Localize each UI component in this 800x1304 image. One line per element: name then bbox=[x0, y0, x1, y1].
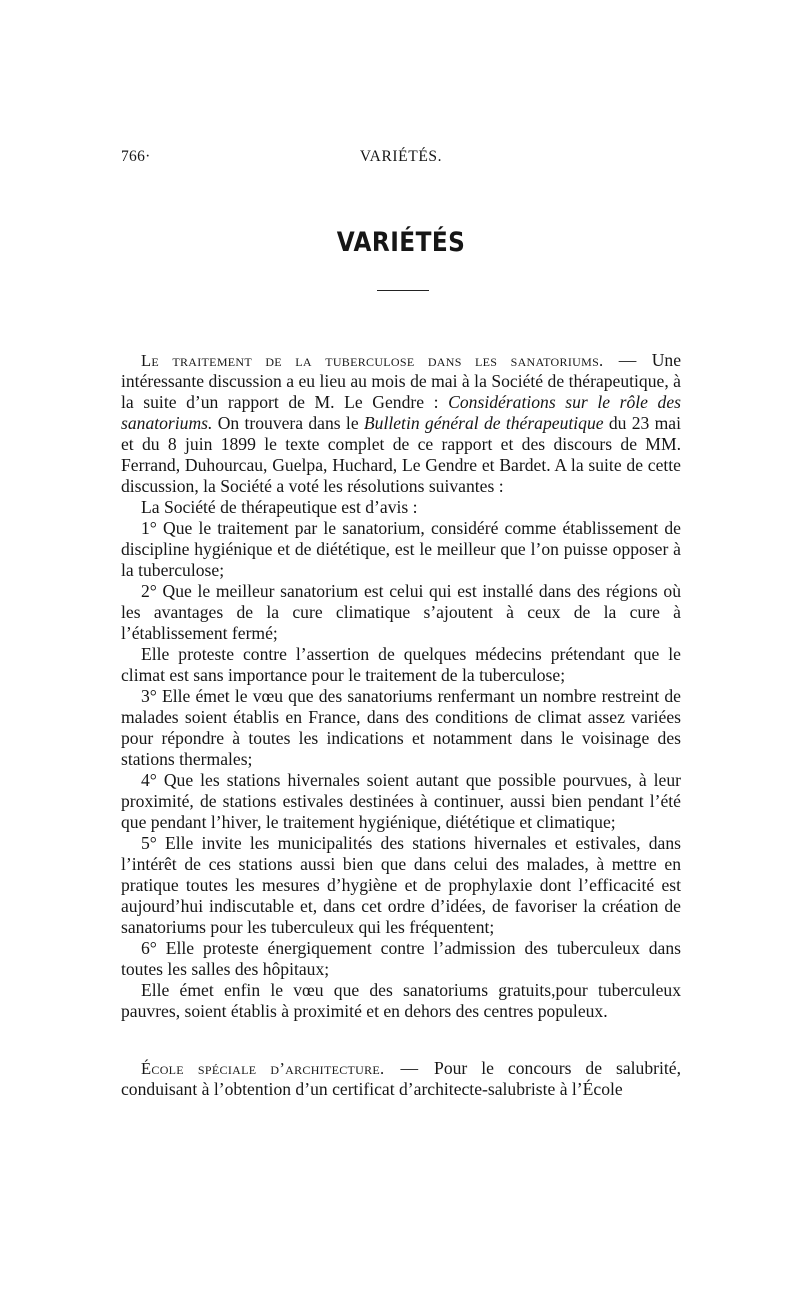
resolution-paragraph: 4° Que les stations hivernales soient autant que possible pourvues, à leur proximité, de stations estivales destinées à continuer, aussi bien pendant l’été que pendant l’hiver, le traitement hygiénique, diététique et climatique; bbox=[121, 770, 681, 832]
resolution-paragraph: La Société de thérapeutique est d’avis : bbox=[141, 497, 418, 517]
resolution-paragraph: 2° Que le meilleur sanatorium est celui qui est installé dans des régions où les avantages de la cure climatique s’ajoutent à ceux de la cure à l’établissement fermé; bbox=[121, 581, 681, 643]
architecture-article-heading: École spéciale d’architecture. bbox=[141, 1059, 385, 1078]
bulletin-title: Bulletin général de thérapeutique bbox=[363, 413, 604, 433]
intro-text-2: On trouvera dans le bbox=[212, 413, 364, 433]
report-title: Considérations sur le rôle des sanatoriums. bbox=[121, 392, 681, 433]
running-header bbox=[121, 146, 681, 168]
page-number: 766· bbox=[121, 148, 151, 165]
sanatorium-intro-paragraph bbox=[121, 350, 681, 497]
intro-text-1: Une intéressante discussion a eu lieu au mois de mai à la Société de thérapeutique, à la suite d’un rapport de M. Le Gendre : bbox=[121, 350, 682, 412]
running-title: VARIÉTÉS. bbox=[359, 148, 443, 165]
architecture-text: Pour le concours de salubrité, conduisant à l’obtention d’un certificat d’architecte-salubriste à l’École bbox=[121, 1058, 681, 1099]
heading-dash: — bbox=[400, 1058, 419, 1078]
resolution-paragraph: Elle émet enfin le vœu que des sanatoriums gratuits,pour tuberculeux pauvres, soient établis à proximité et en dehors des centres populeux. bbox=[121, 980, 681, 1021]
resolution-paragraph: 6° Elle proteste énergiquement contre l’admission des tuberculeux dans toutes les salles des hôpitaux; bbox=[121, 938, 681, 979]
resolution-paragraph: 1° Que le traitement par le sanatorium, considéré comme établissement de discipline hygiénique et de diététique, est le meilleur que l’on puisse opposer à la tuberculose; bbox=[121, 518, 681, 580]
title-divider bbox=[377, 290, 429, 291]
resolution-paragraph: Elle proteste contre l’assertion de quelques médecins prétendant que le climat est sans importance pour le traitement de la tuberculose; bbox=[121, 644, 681, 685]
sanatorium-article-heading: Le traitement de la tuberculose dans les sanatoriums. bbox=[141, 351, 604, 370]
resolution-paragraph: 3° Elle émet le vœu que des sanatoriums renfermant un nombre restreint de malades soient établis en France, dans des conditions de climat assez variées pour répondre à toutes les indications et notamment dans le voisinage des stations thermales; bbox=[121, 686, 681, 769]
document-page bbox=[121, 0, 681, 1304]
section-title: VARIÉTÉS bbox=[336, 227, 466, 258]
article-body bbox=[121, 350, 681, 1100]
resolution-paragraph: 5° Elle invite les municipalités des stations hivernales et estivales, dans l’intérêt de ces stations aussi bien que dans celui des malades, à mettre en pratique toutes les mesures d’hygiène et de prophylaxie dont l’efficacité est aujourd’hui indiscutable et, dans cet ordre d’idées, de favoriser la création de sanatoriums pour les tuberculeux qui les fréquentent; bbox=[121, 833, 681, 937]
section-spacer bbox=[121, 1022, 681, 1058]
heading-dash: — bbox=[618, 350, 637, 370]
architecture-paragraph bbox=[121, 1058, 681, 1100]
intro-text-3: du 23 mai et du 8 juin 1899 le texte complet de ce rapport et des discours de MM. Ferrand, Duhourcau, Guelpa, Huchard, Le Gendre et Bardet. A la suite de cette discussion, la Société a voté les résolutions suivantes : bbox=[121, 413, 681, 496]
